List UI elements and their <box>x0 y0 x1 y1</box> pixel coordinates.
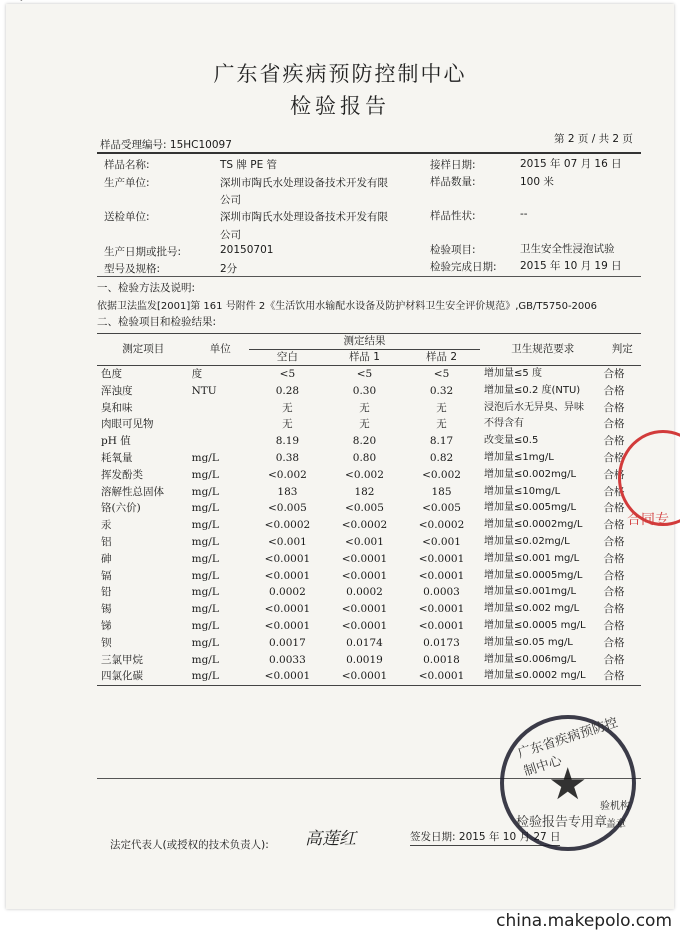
table-row <box>97 366 641 383</box>
cell-unit: 度 <box>191 368 203 380</box>
cell-unit <box>186 400 249 417</box>
cell-sample1: 0.80 <box>352 451 377 464</box>
cell-unit <box>186 416 249 433</box>
cell-judge: 合格 <box>603 586 625 599</box>
seal-subtext: 检验报告专用章 <box>516 815 608 830</box>
receive-date-label: 接样日期: <box>430 159 476 171</box>
cell-blank: 0.28 <box>275 384 300 397</box>
model-value: 2分 <box>220 263 238 275</box>
cell-item: 肉眼可见物 <box>101 418 154 431</box>
info-rule <box>97 276 641 277</box>
cell-sample1: <0.0002 <box>341 519 388 532</box>
receive-date-value: 2015 年 07 月 16 日 <box>520 158 622 170</box>
item-label: 检验项目: <box>430 244 476 256</box>
col-std: 卫生规范要求 <box>511 343 575 355</box>
cell-judge: 合格 <box>602 668 641 685</box>
cell-sample2: 185 <box>431 485 452 498</box>
cell-judge: 合格 <box>603 435 625 448</box>
issue-label: 签发日期: <box>410 831 456 843</box>
cell-std: 增加量≤0.001mg/L <box>484 586 577 598</box>
cell-sample2: <0.0001 <box>418 603 465 616</box>
cell-judge: 合格 <box>603 502 625 515</box>
sample-no-value: 15HC10097 <box>169 139 232 151</box>
cell-blank: <0.0001 <box>249 668 326 685</box>
table-row <box>97 584 641 601</box>
cell-sample2: <0.001 <box>422 535 461 548</box>
cell-sample1: 0.30 <box>352 384 377 397</box>
cell-blank: 8.19 <box>275 435 300 448</box>
cell-sample1: 182 <box>354 485 375 498</box>
cell-item: 铬(六价) <box>101 502 141 515</box>
cell-std: 改变量≤0.5 <box>484 435 539 447</box>
seal-star-icon: ★ <box>548 759 588 810</box>
cell-blank: 无 <box>282 418 293 431</box>
cell-blank: 0.0033 <box>269 653 306 666</box>
cell-judge: 合格 <box>603 619 625 632</box>
col-unit: 单位 <box>209 343 231 355</box>
cell-sample2: <0.0001 <box>418 569 465 582</box>
cell-blank: 0.0002 <box>269 586 306 599</box>
cell-unit: mg/L <box>186 668 249 685</box>
cell-blank: <5 <box>279 368 296 380</box>
producer-label: 生产单位: <box>104 177 150 189</box>
cell-judge: 合格 <box>603 603 625 616</box>
name-label: 样品名称: <box>104 159 150 171</box>
col-sample1: 样品 1 <box>348 351 380 363</box>
sample-no-label: 样品受理编号: <box>100 139 167 151</box>
cell-item: 色度 <box>101 368 122 380</box>
cell-item: 三氯甲烷 <box>101 653 143 666</box>
col-sample2: 样品 2 <box>425 351 458 363</box>
cell-sample1: 无 <box>359 418 370 431</box>
cell-judge: 合格 <box>603 401 625 414</box>
cell-sample2: <0.0001 <box>403 668 480 685</box>
cell-blank: <0.0001 <box>264 603 311 616</box>
sender-value-1: 深圳市陶氏水处理设备技术开发有限 <box>220 211 388 223</box>
cell-sample2: <0.005 <box>422 502 461 515</box>
site-watermark: china.makepolo.com <box>496 911 672 931</box>
cell-std: 不得含有 <box>484 418 525 430</box>
cell-sample1: 无 <box>359 401 370 414</box>
cell-unit <box>186 433 249 450</box>
batch-label: 生产日期或批号: <box>104 246 182 258</box>
model-label: 型号及规格: <box>104 263 161 275</box>
cell-unit: mg/L <box>191 468 219 481</box>
table-row <box>97 500 641 517</box>
col-blank: 空白 <box>276 351 298 363</box>
sample-no <box>100 137 232 152</box>
table-row <box>97 618 641 635</box>
col-result: 测定结果 <box>249 334 480 350</box>
cell-sample1: <0.005 <box>345 502 384 515</box>
cell-sample2: 0.0173 <box>423 636 460 649</box>
cell-std: 增加量≤0.0005 mg/L <box>484 619 586 631</box>
cell-std: 增加量≤0.002 mg/L <box>484 603 580 615</box>
report-title: 检验报告 <box>290 94 390 118</box>
cell-sample2: 无 <box>436 418 447 431</box>
cell-sample2: 0.32 <box>429 384 454 397</box>
cell-unit: mg/L <box>191 552 219 565</box>
cell-unit: mg/L <box>191 502 219 515</box>
cell-item: 锡 <box>101 603 112 616</box>
cell-judge: 合格 <box>603 636 625 649</box>
cell-std: 增加量≤0.002mg/L <box>484 468 577 480</box>
cell-unit: mg/L <box>191 485 219 498</box>
method-heading: 一、检验方法及说明: <box>97 282 196 294</box>
cell-unit: mg/L <box>191 603 219 616</box>
official-seal <box>500 715 636 851</box>
cell-unit: mg/L <box>191 535 219 548</box>
cell-judge: 合格 <box>603 485 625 498</box>
cell-item: 四氯化碳 <box>97 668 186 685</box>
producer-value-1: 深圳市陶氏水处理设备技术开发有限 <box>220 177 388 189</box>
table-row <box>97 652 641 669</box>
table-row <box>97 534 641 551</box>
cell-blank: <0.0001 <box>264 569 311 582</box>
item-value: 卫生安全性浸泡试验 <box>520 243 615 255</box>
cell-blank: <0.0001 <box>264 552 311 565</box>
issue-underline <box>410 845 560 846</box>
cell-judge: 合格 <box>603 418 625 431</box>
cell-sample1: 8.20 <box>352 435 377 448</box>
cell-item: 汞 <box>101 519 112 532</box>
fold-line <box>20 0 53 1</box>
table-row <box>97 635 641 652</box>
cell-item: 溶解性总固体 <box>101 485 164 498</box>
cell-blank: 无 <box>282 401 293 414</box>
cell-sample2: 0.0003 <box>423 586 460 599</box>
cell-sample2: 0.82 <box>429 451 454 464</box>
cell-sample2: <0.0002 <box>418 519 465 532</box>
cell-sample2: 8.17 <box>429 435 454 448</box>
table-row <box>97 484 641 501</box>
cell-sample1: 0.0019 <box>346 653 383 666</box>
batch-value: 20150701 <box>220 244 274 256</box>
results-heading: 二、检验项目和检验结果: <box>97 316 217 328</box>
done-label: 检验完成日期: <box>430 261 497 273</box>
table-row <box>97 568 641 585</box>
cell-std: 增加量≤0.0002 mg/L <box>480 668 602 685</box>
cell-sample2: 无 <box>436 401 447 414</box>
col-item: 测定项目 <box>122 343 165 355</box>
cell-sample1: <0.002 <box>345 468 384 481</box>
results-table <box>97 333 641 686</box>
cell-sample2: <0.0001 <box>418 552 465 565</box>
cell-unit: mg/L <box>191 653 219 666</box>
cell-std: 增加量≤0.005mg/L <box>484 502 577 514</box>
cell-blank: <0.005 <box>267 502 307 515</box>
seal-side-label: 验机构 <box>600 801 630 812</box>
cell-item: 砷 <box>101 552 112 565</box>
table-row <box>97 551 641 568</box>
cell-unit: mg/L <box>191 586 219 599</box>
cell-std: 增加量≤0.0002mg/L <box>484 519 583 531</box>
cell-sample1: <0.0001 <box>341 619 388 632</box>
cell-sample1: 0.0174 <box>346 636 383 649</box>
cell-judge: 合格 <box>603 384 625 397</box>
nature-value: -- <box>520 208 528 220</box>
qty-value: 100 米 <box>520 176 554 188</box>
cell-std: 增加量≤0.05 mg/L <box>484 636 573 648</box>
cell-unit: mg/L <box>191 619 219 632</box>
cell-blank: <0.002 <box>267 468 307 481</box>
cell-std: 增加量≤0.0005mg/L <box>484 569 583 581</box>
cell-item: pH 值 <box>101 435 131 448</box>
nature-label: 样品性状: <box>430 210 476 222</box>
sender-value-2: 公司 <box>220 229 241 241</box>
producer-value-2: 公司 <box>220 194 241 206</box>
table-row <box>97 400 641 417</box>
cell-blank: 0.0017 <box>269 636 306 649</box>
cell-judge: 合格 <box>603 519 625 532</box>
cell-blank: <0.001 <box>267 535 307 548</box>
cell-item: 铝 <box>101 535 112 548</box>
cell-judge: 合格 <box>603 468 625 481</box>
cell-item: 臭和味 <box>101 401 133 414</box>
table-row <box>97 416 641 433</box>
cell-blank: 0.38 <box>275 451 300 464</box>
cell-std: 增加量≤0.001 mg/L <box>484 552 580 564</box>
cell-sample2: 0.0018 <box>423 653 460 666</box>
cell-sample1: 0.0002 <box>346 586 383 599</box>
table-row <box>97 668 641 685</box>
header-rule <box>97 152 641 154</box>
cell-blank: <0.0002 <box>264 519 311 532</box>
table-row <box>97 433 641 450</box>
cell-std: 增加量≤0.006mg/L <box>484 653 577 665</box>
cell-unit: mg/L <box>191 636 219 649</box>
cell-sample1: <0.0001 <box>341 569 388 582</box>
cell-std: 增加量≤10mg/L <box>484 485 561 497</box>
cell-std: 增加量≤1mg/L <box>484 451 554 463</box>
sender-label: 送检单位: <box>104 211 150 223</box>
cell-std: 增加量≤5 度 <box>484 368 542 379</box>
cell-item: 挥发酚类 <box>101 468 143 481</box>
cell-judge: 合格 <box>603 569 625 582</box>
cell-unit: mg/L <box>191 519 219 532</box>
cell-sample2: <0.002 <box>422 468 461 481</box>
cell-sample1: <0.0001 <box>341 552 388 565</box>
cell-blank: 183 <box>277 485 298 498</box>
cell-judge: 合格 <box>603 451 625 464</box>
cell-item: 浑浊度 <box>101 384 133 397</box>
cell-judge: 合格 <box>603 368 625 380</box>
table-row <box>97 517 641 534</box>
seal-side-label-2: 盖章 <box>606 819 626 830</box>
table-row <box>97 450 641 467</box>
issue-value: 2015 年 10 月 27 日 <box>458 831 561 843</box>
cell-item: 镉 <box>101 569 112 582</box>
cell-item: 耗氧量 <box>101 451 133 464</box>
table-row <box>97 601 641 618</box>
page-number: 第 2 页 / 共 2 页 <box>554 133 633 145</box>
org-title: 广东省疾病预防控制中心 <box>213 62 467 86</box>
cell-sample1: <0.001 <box>345 535 384 548</box>
cell-item: 钡 <box>101 636 112 649</box>
qty-label: 样品数量: <box>430 176 476 188</box>
done-value: 2015 年 10 月 19 日 <box>520 260 622 272</box>
signature: 高莲红 <box>305 829 356 849</box>
cell-sample1: <0.0001 <box>341 603 388 616</box>
contract-seal-text: 合同专 <box>627 512 669 528</box>
cell-std: 增加量≤0.2 度(NTU) <box>484 384 581 396</box>
name-value: TS 牌 PE 管 <box>220 159 278 171</box>
cell-unit: NTU <box>191 384 217 397</box>
cell-judge: 合格 <box>603 535 625 548</box>
cell-sample1: <5 <box>356 368 373 380</box>
cell-std: 浸泡后水无异臭、异味 <box>484 401 585 413</box>
seal-text: 广东省疾病预防控制中心 <box>516 715 620 780</box>
cell-unit: mg/L <box>191 451 219 464</box>
cell-unit: mg/L <box>191 569 219 582</box>
method-text: 依据卫法监发[2001]第 161 号附件 2《生活饮用水输配水设备及防护材料卫生安全评价规范》,GB/T5750-2006 <box>97 301 598 312</box>
cell-sample2: <0.0001 <box>418 619 465 632</box>
col-judge: 判定 <box>611 343 633 355</box>
cell-item: 锑 <box>101 619 112 632</box>
cell-std: 增加量≤0.02mg/L <box>484 535 570 547</box>
cell-judge: 合格 <box>603 653 625 666</box>
rep-label: 法定代表人(或授权的技术负责人): <box>110 839 269 851</box>
cell-sample1: <0.0001 <box>326 668 403 685</box>
table-row <box>97 467 641 484</box>
cell-judge: 合格 <box>603 552 625 565</box>
table-row <box>97 383 641 400</box>
cell-sample2: <5 <box>433 368 450 380</box>
cell-blank: <0.0001 <box>264 619 311 632</box>
cell-item: 铅 <box>101 586 112 599</box>
